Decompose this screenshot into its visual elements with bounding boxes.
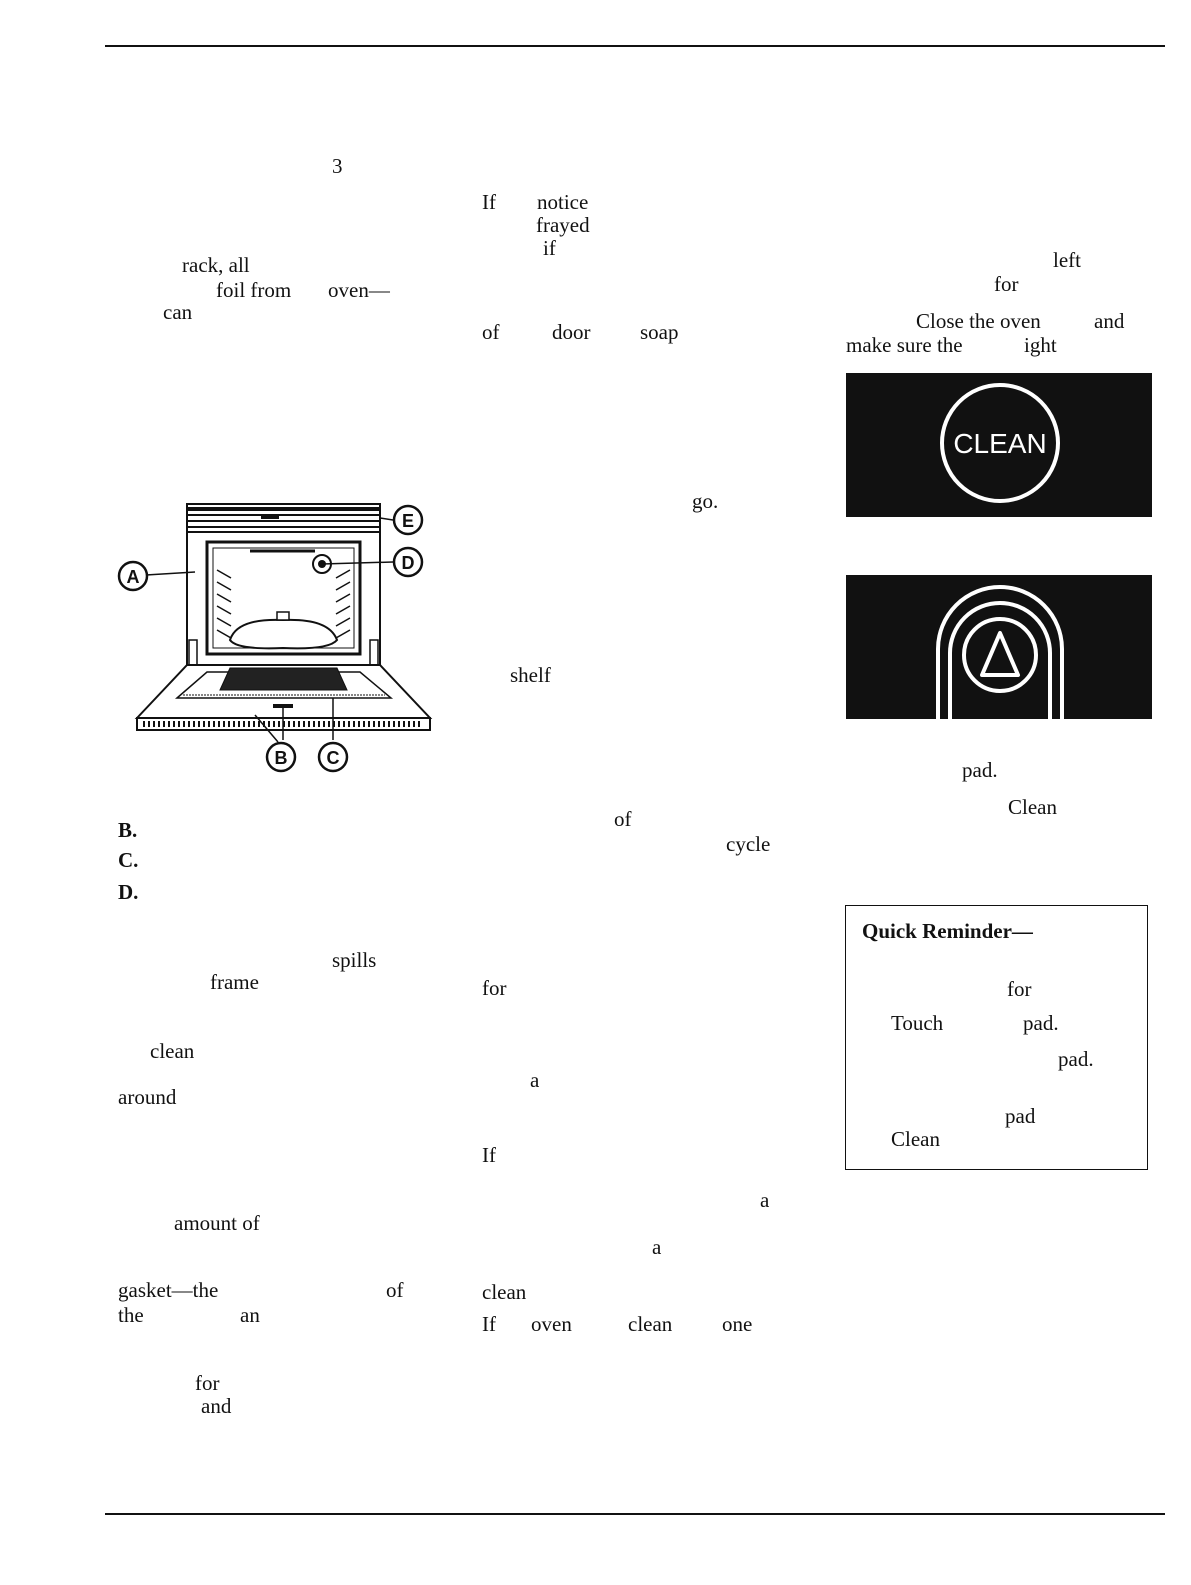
top-rule <box>105 45 1165 47</box>
text-fragment: the <box>118 1303 144 1327</box>
text-fragment: shelf <box>510 663 551 687</box>
text-fragment: oven— <box>328 278 390 302</box>
text-fragment: Clean <box>1008 795 1057 819</box>
text-fragment: If <box>482 190 496 214</box>
text-fragment: around <box>118 1085 177 1109</box>
text-fragment: amount of <box>174 1211 260 1235</box>
text-fragment: for <box>482 976 507 1000</box>
svg-text:E: E <box>401 511 415 531</box>
text-fragment: of <box>482 320 500 344</box>
text-fragment: clean <box>628 1312 673 1336</box>
text-fragment: for <box>1007 977 1032 1001</box>
callout-d <box>394 548 422 576</box>
text-fragment: for <box>195 1371 220 1395</box>
svg-text:CLEAN: CLEAN <box>953 428 1047 459</box>
text-fragment: clean <box>482 1280 527 1304</box>
text-fragment: pad. <box>962 758 998 782</box>
callout-e <box>394 506 422 534</box>
text-fragment: and <box>1094 309 1125 333</box>
bottom-rule <box>105 1513 1165 1515</box>
text-fragment: pad <box>1005 1104 1036 1128</box>
text-fragment: 3 <box>332 154 343 178</box>
text-fragment: spills <box>332 948 377 972</box>
text-fragment: Clean <box>891 1127 940 1151</box>
text-fragment: cycle <box>726 832 771 856</box>
text-fragment: can <box>163 300 193 324</box>
text-fragment: gasket—the <box>118 1278 219 1302</box>
text-fragment: make sure the <box>846 333 963 357</box>
text-fragment: and <box>201 1394 232 1418</box>
text-fragment: of <box>614 807 632 831</box>
svg-text:C: C <box>326 748 340 768</box>
text-fragment: one <box>722 1312 753 1336</box>
text-fragment: go. <box>692 489 719 513</box>
text-fragment: a <box>530 1068 540 1092</box>
reminder-title: Quick Reminder— <box>862 919 1033 943</box>
text-fragment: soap <box>640 320 679 344</box>
clean-pad-panel <box>846 373 1152 517</box>
text-fragment: pad. <box>1058 1047 1094 1071</box>
text-fragment: for <box>994 272 1019 296</box>
text-fragment: pad. <box>1023 1011 1059 1035</box>
start-pad-button[interactable] <box>938 587 1062 719</box>
callout-a <box>119 562 147 590</box>
oven-cavity <box>187 532 380 670</box>
oven-diagram <box>105 490 445 780</box>
text-fragment: oven <box>531 1312 572 1336</box>
start-pad-panel <box>846 575 1152 719</box>
label-c: C. <box>118 848 139 872</box>
text-fragment: rack, all <box>182 253 250 277</box>
text-fragment: clean <box>150 1039 195 1063</box>
text-fragment: If <box>482 1143 496 1167</box>
text-fragment: an <box>240 1303 260 1327</box>
text-fragment: ight <box>1024 333 1057 357</box>
text-fragment: a <box>652 1235 662 1259</box>
quick-reminder-box <box>845 905 1148 1170</box>
svg-text:D: D <box>401 553 415 573</box>
text-fragment: Touch <box>891 1011 944 1035</box>
text-fragment: notice <box>537 190 589 214</box>
text-fragment: door <box>552 320 591 344</box>
text-fragment: frayed <box>536 213 590 237</box>
text-fragment: If <box>482 1312 496 1336</box>
clean-pad-button[interactable] <box>942 385 1058 501</box>
label-b: B. <box>118 818 138 842</box>
text-fragment: left <box>1053 248 1081 272</box>
callout-b <box>267 743 295 771</box>
oven-control-panel <box>187 504 380 532</box>
text-fragment: of <box>386 1278 404 1302</box>
text-fragment: frame <box>210 970 259 994</box>
text-fragment: foil from <box>216 278 292 302</box>
text-fragment: if <box>543 236 556 260</box>
triangle-icon <box>982 633 1018 675</box>
text-fragment: Close the oven <box>916 309 1041 333</box>
callout-c <box>319 743 347 771</box>
svg-text:B: B <box>274 748 288 768</box>
label-d: D. <box>118 880 139 904</box>
svg-text:A: A <box>126 567 140 587</box>
text-fragment: a <box>760 1188 770 1212</box>
